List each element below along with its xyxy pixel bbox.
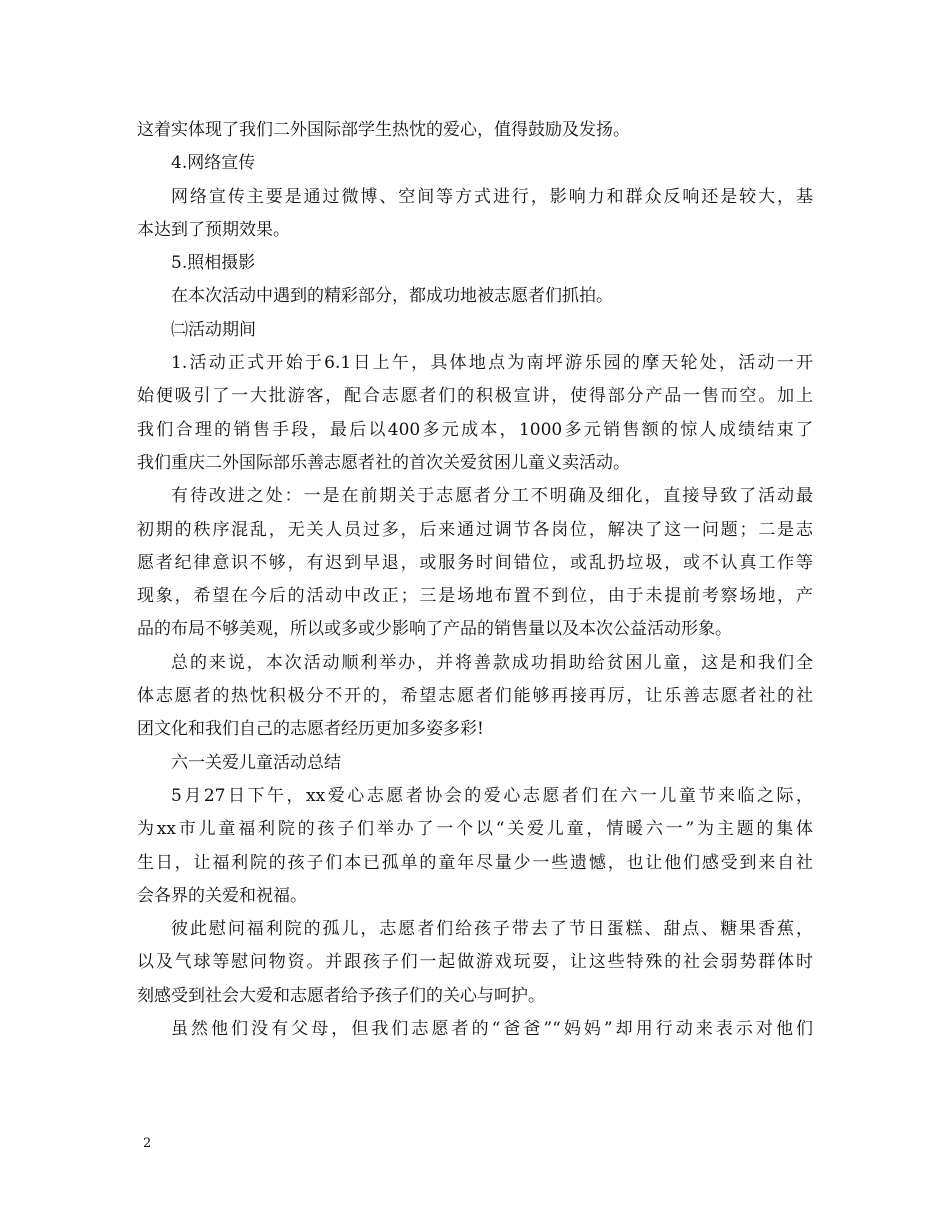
- text-line: 这着实体现了我们二外国际部学生热忱的爱心，值得鼓励及发扬。: [137, 120, 630, 140]
- text-line: 5.照相摄影: [171, 253, 256, 274]
- text-line: 生日，让福利院的孩子们本已孤单的童年尽量少一些遗憾，也让他们感受到来自社: [137, 852, 813, 873]
- text-line: 品的布局不够美观，所以或多或少影响了产品的销售量以及本次公益活动形象。: [137, 619, 732, 640]
- text-line: 六一关爱儿童活动总结: [171, 752, 341, 773]
- text-line: ㈡活动期间: [171, 319, 256, 340]
- text-line: 彼此慰问福利院的孤儿，志愿者们给孩子带去了节日蛋糕、甜点、糖果香蕉，: [171, 919, 813, 940]
- text-line: 在本次活动中遇到的精彩部分，都成功地被志愿者们抓拍。: [171, 286, 613, 307]
- text-line: 始便吸引了一大批游客，配合志愿者们的积极宣讲，使得部分产品一售而空。加上: [137, 386, 813, 407]
- text-line: 1.活动正式开始于6.1日上午，具体地点为南坪游乐园的摩天轮处，活动一开: [171, 353, 813, 374]
- text-line: 以及气球等慰问物资。并跟孩子们一起做游戏玩耍，让这些特殊的社会弱势群体时: [137, 952, 813, 973]
- text-line: 4.网络宣传: [171, 153, 256, 174]
- text-line: 为xx市儿童福利院的孩子们举办了一个以“关爱儿童，情暖六一”为主题的集体: [137, 819, 813, 840]
- text-line: 总的来说，本次活动顺利举办，并将善款成功捐助给贫困儿童，这是和我们全: [171, 652, 813, 673]
- document-body: [137, 114, 813, 1046]
- text-line: 现象，希望在今后的活动中改正；三是场地布置不到位，由于未提前考察场地，产: [137, 586, 813, 607]
- text-line: 网络宣传主要是通过微博、空间等方式进行，影响力和群众反响还是较大，基: [171, 186, 813, 207]
- text-line: 刻感受到社会大爱和志愿者给予孩子们的关心与呵护。: [137, 985, 545, 1006]
- text-line: 团文化和我们自己的志愿者经历更加多姿多彩!: [137, 719, 484, 740]
- text-line: 体志愿者的热忱积极分不开的，希望志愿者们能够再接再厉，让乐善志愿者社的社: [137, 686, 813, 707]
- text-line: 我们重庆二外国际部乐善志愿者社的首次关爱贫困儿童义卖活动。: [137, 452, 630, 473]
- text-line: 会各界的关爱和祝福。: [137, 885, 307, 906]
- text-line: 5月27日下午，xx爱心志愿者协会的爱心志愿者们在六一儿童节来临之际，: [171, 785, 813, 806]
- text-line: 我们合理的销售手段，最后以400多元成本，1000多元销售额的惊人成绩结束了: [137, 419, 813, 440]
- page-number: 2: [143, 1136, 152, 1151]
- text-line: 虽然他们没有父母，但我们志愿者的“爸爸”“妈妈”却用行动来表示对他们: [171, 1019, 813, 1040]
- text-line: 有待改进之处：一是在前期关于志愿者分工不明确及细化，直接导致了活动最: [171, 486, 813, 507]
- text-line: 本达到了预期效果。: [137, 219, 290, 240]
- text-line: 愿者纪律意识不够，有迟到早退，或服务时间错位，或乱扔垃圾，或不认真工作等: [137, 552, 813, 573]
- text-line: 初期的秩序混乱，无关人员过多，后来通过调节各岗位，解决了这一问题；二是志: [137, 519, 813, 540]
